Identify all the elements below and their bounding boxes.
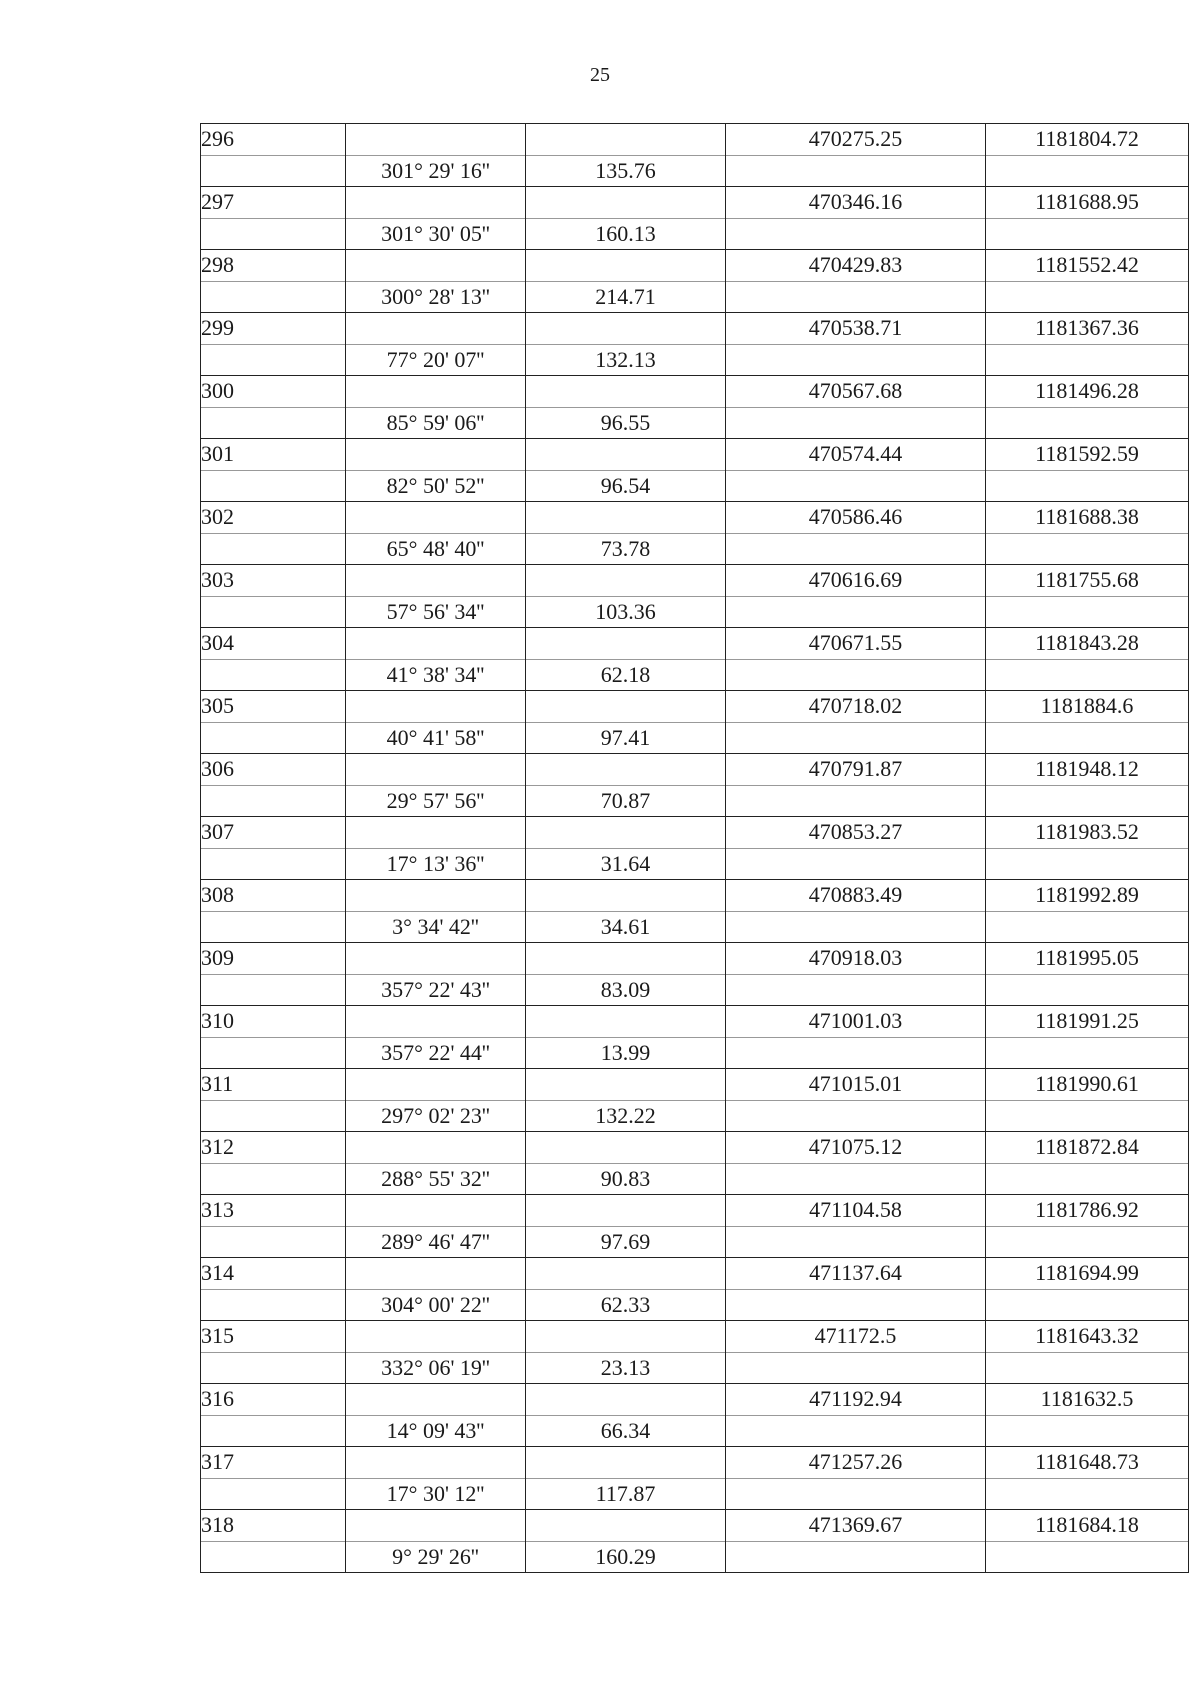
bearing-cell: 297° 02' 23'' (346, 1100, 526, 1132)
x-coordinate-cell-empty (726, 911, 986, 943)
course-row (201, 1226, 1189, 1258)
distance-cell: 96.54 (526, 470, 726, 502)
distance-cell: 117.87 (526, 1478, 726, 1510)
y-coordinate-cell: 1181983.52 (986, 817, 1189, 849)
station-cell: 308 (201, 880, 346, 912)
x-coordinate-cell-empty (726, 533, 986, 565)
station-cell: 300 (201, 376, 346, 408)
y-coordinate-cell: 1181995.05 (986, 943, 1189, 975)
station-cell-empty (201, 848, 346, 880)
distance-cell: 135.76 (526, 155, 726, 187)
y-coordinate-cell: 1181991.25 (986, 1006, 1189, 1038)
station-cell: 313 (201, 1195, 346, 1227)
distance-cell-empty (526, 1384, 726, 1416)
distance-cell: 23.13 (526, 1352, 726, 1384)
distance-cell-empty (526, 1195, 726, 1227)
distance-cell: 66.34 (526, 1415, 726, 1447)
y-coordinate-cell-empty (986, 533, 1189, 565)
x-coordinate-cell: 471001.03 (726, 1006, 986, 1038)
bearing-cell: 41° 38' 34'' (346, 659, 526, 691)
y-coordinate-cell-empty (986, 407, 1189, 439)
y-coordinate-cell-empty (986, 596, 1189, 628)
y-coordinate-cell: 1181684.18 (986, 1510, 1189, 1542)
y-coordinate-cell-empty (986, 911, 1189, 943)
course-row (201, 1352, 1189, 1384)
course-row (201, 344, 1189, 376)
distance-cell: 96.55 (526, 407, 726, 439)
station-row (201, 1132, 1189, 1164)
y-coordinate-cell: 1181694.99 (986, 1258, 1189, 1290)
y-coordinate-cell: 1181884.6 (986, 691, 1189, 723)
station-cell-empty (201, 722, 346, 754)
distance-cell: 214.71 (526, 281, 726, 313)
bearing-cell-empty (346, 1384, 526, 1416)
bearing-cell-empty (346, 250, 526, 282)
bearing-cell-empty (346, 1447, 526, 1479)
station-cell: 296 (201, 124, 346, 156)
station-row (201, 565, 1189, 597)
distance-cell: 62.18 (526, 659, 726, 691)
x-coordinate-cell-empty (726, 659, 986, 691)
x-coordinate-cell-empty (726, 785, 986, 817)
station-row (201, 1069, 1189, 1101)
y-coordinate-cell-empty (986, 155, 1189, 187)
bearing-cell: 301° 30' 05'' (346, 218, 526, 250)
x-coordinate-cell-empty (726, 1478, 986, 1510)
course-row (201, 1100, 1189, 1132)
station-cell: 309 (201, 943, 346, 975)
course-row (201, 659, 1189, 691)
bearing-cell-empty (346, 1510, 526, 1542)
course-row (201, 1037, 1189, 1069)
station-cell-empty (201, 785, 346, 817)
y-coordinate-cell: 1181872.84 (986, 1132, 1189, 1164)
bearing-cell-empty (346, 565, 526, 597)
course-row (201, 155, 1189, 187)
bearing-cell-empty (346, 628, 526, 660)
y-coordinate-cell: 1181992.89 (986, 880, 1189, 912)
station-cell: 316 (201, 1384, 346, 1416)
distance-cell-empty (526, 1510, 726, 1542)
x-coordinate-cell-empty (726, 1541, 986, 1573)
station-cell-empty (201, 407, 346, 439)
bearing-cell: 65° 48' 40'' (346, 533, 526, 565)
station-row (201, 1321, 1189, 1353)
station-row (201, 1447, 1189, 1479)
distance-cell-empty (526, 817, 726, 849)
course-row (201, 974, 1189, 1006)
y-coordinate-cell-empty (986, 218, 1189, 250)
station-cell-empty (201, 1478, 346, 1510)
station-cell: 299 (201, 313, 346, 345)
x-coordinate-cell: 471257.26 (726, 1447, 986, 1479)
y-coordinate-cell-empty (986, 1415, 1189, 1447)
x-coordinate-cell: 470429.83 (726, 250, 986, 282)
x-coordinate-cell-empty (726, 1037, 986, 1069)
course-row (201, 1415, 1189, 1447)
distance-cell-empty (526, 943, 726, 975)
distance-cell-empty (526, 1006, 726, 1038)
y-coordinate-cell-empty (986, 1100, 1189, 1132)
bearing-cell-empty (346, 1006, 526, 1038)
x-coordinate-cell: 471137.64 (726, 1258, 986, 1290)
bearing-cell-empty (346, 1258, 526, 1290)
x-coordinate-cell: 470538.71 (726, 313, 986, 345)
station-row (201, 187, 1189, 219)
x-coordinate-cell: 470616.69 (726, 565, 986, 597)
x-coordinate-cell-empty (726, 281, 986, 313)
distance-cell-empty (526, 1258, 726, 1290)
distance-cell-empty (526, 754, 726, 786)
distance-cell: 160.13 (526, 218, 726, 250)
distance-cell-empty (526, 565, 726, 597)
course-row (201, 533, 1189, 565)
y-coordinate-cell: 1181632.5 (986, 1384, 1189, 1416)
y-coordinate-cell-empty (986, 722, 1189, 754)
bearing-cell: 17° 30' 12'' (346, 1478, 526, 1510)
distance-cell: 73.78 (526, 533, 726, 565)
x-coordinate-cell: 470586.46 (726, 502, 986, 534)
x-coordinate-cell: 470791.87 (726, 754, 986, 786)
x-coordinate-cell-empty (726, 1226, 986, 1258)
distance-cell: 103.36 (526, 596, 726, 628)
station-cell-empty (201, 911, 346, 943)
bearing-cell-empty (346, 439, 526, 471)
bearing-cell-empty (346, 1132, 526, 1164)
station-row (201, 313, 1189, 345)
x-coordinate-cell: 470275.25 (726, 124, 986, 156)
station-cell-empty (201, 1541, 346, 1573)
distance-cell-empty (526, 1321, 726, 1353)
station-cell-empty (201, 218, 346, 250)
bearing-cell: 57° 56' 34'' (346, 596, 526, 628)
y-coordinate-cell: 1181688.95 (986, 187, 1189, 219)
course-row (201, 596, 1189, 628)
station-row (201, 754, 1189, 786)
x-coordinate-cell: 471172.5 (726, 1321, 986, 1353)
bearing-cell: 289° 46' 47'' (346, 1226, 526, 1258)
bearing-cell: 3° 34' 42'' (346, 911, 526, 943)
x-coordinate-cell-empty (726, 596, 986, 628)
station-cell-empty (201, 470, 346, 502)
bearing-cell: 29° 57' 56'' (346, 785, 526, 817)
station-cell-empty (201, 533, 346, 565)
station-cell: 314 (201, 1258, 346, 1290)
station-cell-empty (201, 659, 346, 691)
x-coordinate-cell: 471075.12 (726, 1132, 986, 1164)
x-coordinate-cell-empty (726, 1163, 986, 1195)
course-row (201, 848, 1189, 880)
bearing-cell: 40° 41' 58'' (346, 722, 526, 754)
y-coordinate-cell-empty (986, 470, 1189, 502)
station-row (201, 1510, 1189, 1542)
distance-cell: 13.99 (526, 1037, 726, 1069)
x-coordinate-cell-empty (726, 1415, 986, 1447)
y-coordinate-cell: 1181648.73 (986, 1447, 1189, 1479)
bearing-cell: 357° 22' 43'' (346, 974, 526, 1006)
station-cell-empty (201, 1415, 346, 1447)
distance-cell: 97.41 (526, 722, 726, 754)
station-cell: 298 (201, 250, 346, 282)
station-row (201, 628, 1189, 660)
x-coordinate-cell-empty (726, 470, 986, 502)
bearing-cell-empty (346, 1321, 526, 1353)
bearing-cell-empty (346, 502, 526, 534)
y-coordinate-cell-empty (986, 281, 1189, 313)
distance-cell-empty (526, 1132, 726, 1164)
station-cell: 311 (201, 1069, 346, 1101)
distance-cell-empty (526, 1447, 726, 1479)
course-row (201, 1541, 1189, 1573)
station-row (201, 1384, 1189, 1416)
page-number: 25 (590, 64, 610, 86)
x-coordinate-cell: 470883.49 (726, 880, 986, 912)
bearing-cell: 300° 28' 13'' (346, 281, 526, 313)
distance-cell-empty (526, 628, 726, 660)
distance-cell-empty (526, 313, 726, 345)
course-row (201, 1163, 1189, 1195)
y-coordinate-cell-empty (986, 659, 1189, 691)
station-row (201, 376, 1189, 408)
station-cell: 317 (201, 1447, 346, 1479)
station-cell: 306 (201, 754, 346, 786)
station-cell-empty (201, 155, 346, 187)
station-cell: 304 (201, 628, 346, 660)
distance-cell: 132.13 (526, 344, 726, 376)
y-coordinate-cell-empty (986, 1352, 1189, 1384)
bearing-cell: 357° 22' 44'' (346, 1037, 526, 1069)
y-coordinate-cell-empty (986, 1478, 1189, 1510)
x-coordinate-cell-empty (726, 848, 986, 880)
y-coordinate-cell: 1181592.59 (986, 439, 1189, 471)
station-cell: 318 (201, 1510, 346, 1542)
station-cell-empty (201, 596, 346, 628)
course-row (201, 407, 1189, 439)
x-coordinate-cell-empty (726, 1352, 986, 1384)
bearing-cell: 82° 50' 52'' (346, 470, 526, 502)
y-coordinate-cell-empty (986, 1037, 1189, 1069)
distance-cell: 132.22 (526, 1100, 726, 1132)
y-coordinate-cell: 1181643.32 (986, 1321, 1189, 1353)
station-row (201, 439, 1189, 471)
x-coordinate-cell: 470671.55 (726, 628, 986, 660)
bearing-cell: 17° 13' 36'' (346, 848, 526, 880)
station-cell-empty (201, 1352, 346, 1384)
station-cell-empty (201, 1289, 346, 1321)
course-row (201, 218, 1189, 250)
station-cell: 302 (201, 502, 346, 534)
bearing-cell: 332° 06' 19'' (346, 1352, 526, 1384)
y-coordinate-cell: 1181786.92 (986, 1195, 1189, 1227)
y-coordinate-cell-empty (986, 848, 1189, 880)
course-row (201, 281, 1189, 313)
distance-cell: 90.83 (526, 1163, 726, 1195)
y-coordinate-cell-empty (986, 1541, 1189, 1573)
y-coordinate-cell: 1181552.42 (986, 250, 1189, 282)
bearing-cell: 301° 29' 16'' (346, 155, 526, 187)
station-cell: 315 (201, 1321, 346, 1353)
x-coordinate-cell: 471369.67 (726, 1510, 986, 1542)
bearing-cell-empty (346, 313, 526, 345)
x-coordinate-cell: 471192.94 (726, 1384, 986, 1416)
distance-cell-empty (526, 880, 726, 912)
station-cell-empty (201, 1226, 346, 1258)
y-coordinate-cell: 1181688.38 (986, 502, 1189, 534)
bearing-cell: 14° 09' 43'' (346, 1415, 526, 1447)
y-coordinate-cell-empty (986, 785, 1189, 817)
station-row (201, 691, 1189, 723)
station-cell: 297 (201, 187, 346, 219)
x-coordinate-cell-empty (726, 1100, 986, 1132)
distance-cell-empty (526, 376, 726, 408)
bearing-cell-empty (346, 1195, 526, 1227)
y-coordinate-cell: 1181755.68 (986, 565, 1189, 597)
y-coordinate-cell-empty (986, 1163, 1189, 1195)
x-coordinate-cell: 471104.58 (726, 1195, 986, 1227)
y-coordinate-cell: 1181804.72 (986, 124, 1189, 156)
x-coordinate-cell: 470918.03 (726, 943, 986, 975)
station-cell-empty (201, 1100, 346, 1132)
bearing-cell: 9° 29' 26'' (346, 1541, 526, 1573)
x-coordinate-cell: 470574.44 (726, 439, 986, 471)
distance-cell-empty (526, 124, 726, 156)
course-row (201, 1478, 1189, 1510)
distance-cell: 62.33 (526, 1289, 726, 1321)
bearing-cell-empty (346, 1069, 526, 1101)
distance-cell-empty (526, 187, 726, 219)
station-cell-empty (201, 281, 346, 313)
station-cell: 303 (201, 565, 346, 597)
x-coordinate-cell-empty (726, 344, 986, 376)
station-row (201, 250, 1189, 282)
course-row (201, 470, 1189, 502)
station-row (201, 502, 1189, 534)
station-row (201, 1195, 1189, 1227)
station-cell: 310 (201, 1006, 346, 1038)
distance-cell-empty (526, 691, 726, 723)
x-coordinate-cell: 471015.01 (726, 1069, 986, 1101)
distance-cell: 160.29 (526, 1541, 726, 1573)
x-coordinate-cell: 470567.68 (726, 376, 986, 408)
y-coordinate-cell: 1181948.12 (986, 754, 1189, 786)
x-coordinate-cell-empty (726, 1289, 986, 1321)
bearing-cell: 77° 20' 07'' (346, 344, 526, 376)
bearing-cell-empty (346, 691, 526, 723)
station-row (201, 1258, 1189, 1290)
x-coordinate-cell: 470853.27 (726, 817, 986, 849)
bearing-cell-empty (346, 943, 526, 975)
station-cell-empty (201, 974, 346, 1006)
station-cell-empty (201, 1037, 346, 1069)
y-coordinate-cell: 1181496.28 (986, 376, 1189, 408)
distance-cell: 83.09 (526, 974, 726, 1006)
bearing-cell-empty (346, 754, 526, 786)
bearing-cell: 304° 00' 22'' (346, 1289, 526, 1321)
distance-cell: 34.61 (526, 911, 726, 943)
distance-cell-empty (526, 1069, 726, 1101)
y-coordinate-cell: 1181367.36 (986, 313, 1189, 345)
survey-coordinates-table (200, 123, 1189, 1573)
station-cell: 307 (201, 817, 346, 849)
distance-cell-empty (526, 250, 726, 282)
y-coordinate-cell-empty (986, 974, 1189, 1006)
y-coordinate-cell-empty (986, 1226, 1189, 1258)
station-cell-empty (201, 1163, 346, 1195)
station-row (201, 880, 1189, 912)
distance-cell-empty (526, 502, 726, 534)
distance-cell-empty (526, 439, 726, 471)
x-coordinate-cell-empty (726, 218, 986, 250)
y-coordinate-cell: 1181843.28 (986, 628, 1189, 660)
bearing-cell: 85° 59' 06'' (346, 407, 526, 439)
x-coordinate-cell-empty (726, 155, 986, 187)
distance-cell: 97.69 (526, 1226, 726, 1258)
station-row (201, 817, 1189, 849)
bearing-cell: 288° 55' 32'' (346, 1163, 526, 1195)
station-row (201, 124, 1189, 156)
x-coordinate-cell-empty (726, 407, 986, 439)
course-row (201, 722, 1189, 754)
station-cell: 312 (201, 1132, 346, 1164)
distance-cell: 31.64 (526, 848, 726, 880)
course-row (201, 1289, 1189, 1321)
survey-table-body (201, 124, 1189, 1573)
bearing-cell-empty (346, 880, 526, 912)
x-coordinate-cell: 470718.02 (726, 691, 986, 723)
station-row (201, 943, 1189, 975)
bearing-cell-empty (346, 124, 526, 156)
course-row (201, 785, 1189, 817)
station-row (201, 1006, 1189, 1038)
station-cell-empty (201, 344, 346, 376)
distance-cell: 70.87 (526, 785, 726, 817)
x-coordinate-cell-empty (726, 974, 986, 1006)
bearing-cell-empty (346, 376, 526, 408)
station-cell: 301 (201, 439, 346, 471)
course-row (201, 911, 1189, 943)
x-coordinate-cell-empty (726, 722, 986, 754)
y-coordinate-cell-empty (986, 1289, 1189, 1321)
y-coordinate-cell-empty (986, 344, 1189, 376)
bearing-cell-empty (346, 817, 526, 849)
station-cell: 305 (201, 691, 346, 723)
y-coordinate-cell: 1181990.61 (986, 1069, 1189, 1101)
x-coordinate-cell: 470346.16 (726, 187, 986, 219)
bearing-cell-empty (346, 187, 526, 219)
